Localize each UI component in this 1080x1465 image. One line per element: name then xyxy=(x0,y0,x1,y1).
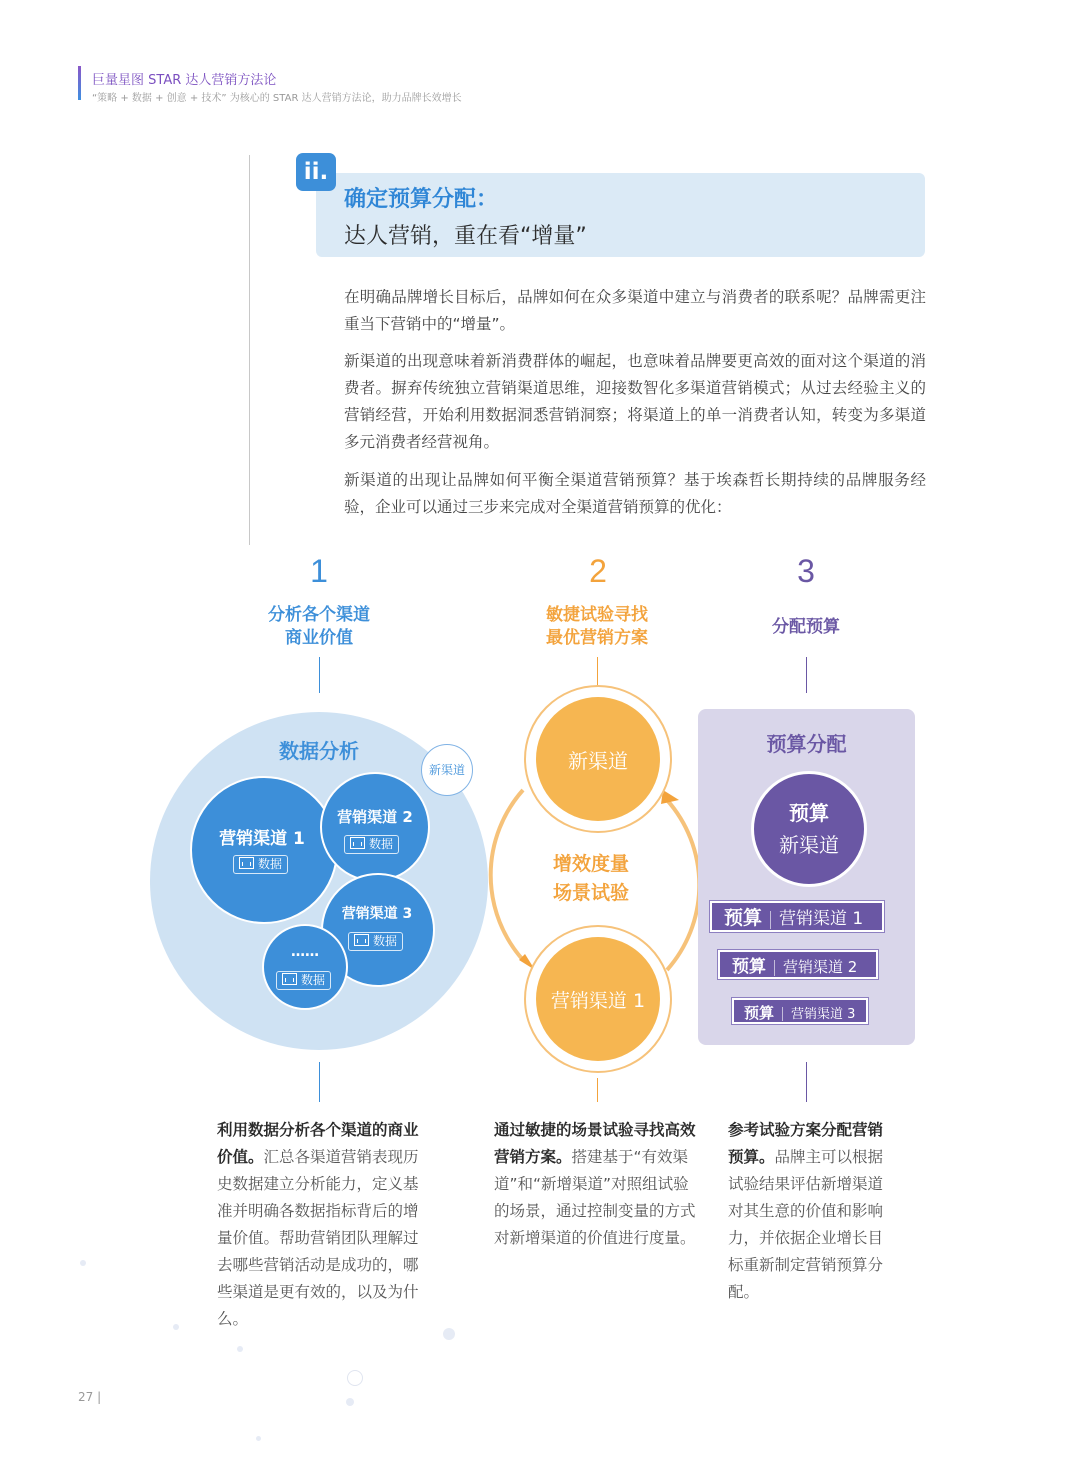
desc-1-connector xyxy=(319,1062,320,1102)
chart-icon xyxy=(354,934,369,946)
header-title: 巨量星图 STAR 达人营销方法论 xyxy=(92,73,277,88)
channel-3-label: 营销渠道 3 xyxy=(341,906,413,922)
channel-2-label: 营销渠道 2 xyxy=(337,808,413,826)
step-1-title: 分析各个渠道 商业价值 xyxy=(268,605,370,648)
paragraph-2: 新渠道的出现意味着新消费群体的崛起，也意味着品牌要更高效的面对这个渠道的消费者。摒弃传统独立营销渠道思维，迎接数智化多渠道营销模式；从过去经验主义的营销经营，开始利用数据洞悉营销洞察；将渠道上的单一消费者认知，转变为多渠道多元消费者经营视角。 xyxy=(344,352,926,451)
decor-dot xyxy=(443,1328,455,1340)
section-title: 确定预算分配： xyxy=(344,187,499,212)
paragraph-1: 在明确品牌增长目标后，品牌如何在众多渠道中建立与消费者的联系呢？品牌需更注重当下营销中的“增量”。 xyxy=(344,288,926,333)
step-3-description: 参考试验方案分配营销预算。品牌主可以根据试验结果评估新增渠道对其生意的价值和影响力，并依据企业增长目标重新制定营销预算分配。 xyxy=(728,1121,884,1301)
step-1-number: 1 xyxy=(310,553,328,589)
budget-row-1: 预算 营销渠道 1 xyxy=(710,901,884,932)
section-subtitle: 达人营销，重在看“增量” xyxy=(344,224,587,249)
new-channel-bubble: 新渠道 xyxy=(421,744,473,796)
section-badge: ii. xyxy=(296,153,336,191)
new-channel-label: 新渠道 xyxy=(568,749,628,773)
chart-icon xyxy=(350,837,365,849)
channel-1-test-label: 营销渠道 1 xyxy=(550,990,646,1012)
channel-3-data-chip: 数据 xyxy=(348,932,403,951)
budget-panel-title: 预算分配 xyxy=(766,732,847,756)
chart-icon xyxy=(282,973,297,985)
decor-dot xyxy=(347,1370,363,1386)
step-1-description: 利用数据分析各个渠道的商业价值。汇总各渠道营销表现历史数据建立分析能力，定义基准并明确各数据指标背后的增量价值。帮助营销团队理解过去哪些营销活动是成功的，哪些渠道是更有效的，以及为什么。 xyxy=(217,1121,419,1328)
channel-1-data-chip: 数据 xyxy=(233,855,288,874)
step-3-connector xyxy=(806,657,807,693)
header-subtitle: “策略 + 数据 + 创意 + 技术” 为核心的 STAR 达人营销方法论，助力品牌长效增长 xyxy=(92,93,462,104)
step-3-number: 3 xyxy=(797,553,815,589)
channel-more-data-chip: 数据 xyxy=(276,971,331,990)
decor-dot xyxy=(346,1398,354,1406)
paragraph-3: 新渠道的出现让品牌如何平衡全渠道营销预算？基于埃森哲长期持续的品牌服务经验，企业可以通过三步来完成对全渠道营销预算的优化： xyxy=(344,471,926,516)
step-2-number: 2 xyxy=(589,553,607,589)
channel-more-label: …… xyxy=(291,944,319,960)
channel-2-circle xyxy=(320,772,430,882)
budget-new-channel-label: 预算 新渠道 xyxy=(779,801,839,857)
desc-3-connector xyxy=(806,1062,807,1102)
chart-icon xyxy=(239,857,254,869)
channel-more-circle xyxy=(262,924,348,1010)
decor-dot xyxy=(256,1436,261,1441)
desc-2-connector xyxy=(597,1078,598,1102)
budget-row-3: 预算 营销渠道 3 xyxy=(732,998,868,1024)
step-2-description: 通过敏捷的场景试验寻找高效营销方案。搭建基于“有效渠道”和“新增渠道”对照组试验的场景，通过控制变量的方式对新增渠道的价值进行度量。 xyxy=(494,1121,696,1247)
step-2-title: 敏捷试验寻找 最优营销方案 xyxy=(546,605,648,648)
decor-dot xyxy=(237,1346,243,1352)
decor-dot xyxy=(80,1260,86,1266)
channel-2-data-chip: 数据 xyxy=(344,835,399,854)
left-divider xyxy=(249,155,250,545)
budget-row-2: 预算 营销渠道 2 xyxy=(718,950,878,979)
channel-1-circle xyxy=(190,776,338,924)
decor-dot xyxy=(173,1324,179,1330)
cycle-center-label: 增效度量 场景试验 xyxy=(552,853,629,904)
step-1-connector xyxy=(319,657,320,693)
channel-1-label: 营销渠道 1 xyxy=(219,829,305,849)
header-accent-bar xyxy=(78,66,81,100)
data-analysis-title: 数据分析 xyxy=(279,739,359,763)
page-number: 27 | xyxy=(78,1390,102,1404)
step-3-title: 分配预算 xyxy=(772,617,840,637)
